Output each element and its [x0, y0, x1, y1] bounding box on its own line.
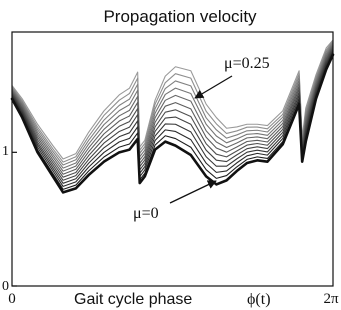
y-tick-label-0: 0	[2, 279, 9, 294]
y-tick-label-1: 1	[2, 144, 9, 159]
x-tick-label-2pi: 2π	[323, 291, 339, 307]
x-tick-label-0: 0	[8, 291, 16, 307]
annotation-arrow-mu-025	[195, 76, 232, 98]
annotation-mu-0: μ=0	[133, 205, 159, 222]
x-axis-label: Gait cycle phase	[74, 291, 193, 308]
x-axis-symbol: ϕ(t)	[247, 291, 271, 308]
curves-group	[12, 40, 333, 192]
chart-title: Propagation velocity	[103, 7, 257, 26]
plot-area	[12, 32, 333, 286]
annotation-mu-025: μ=0.25	[224, 55, 270, 72]
annotation-arrow-mu-0	[170, 181, 216, 203]
ticks-group	[12, 152, 17, 286]
